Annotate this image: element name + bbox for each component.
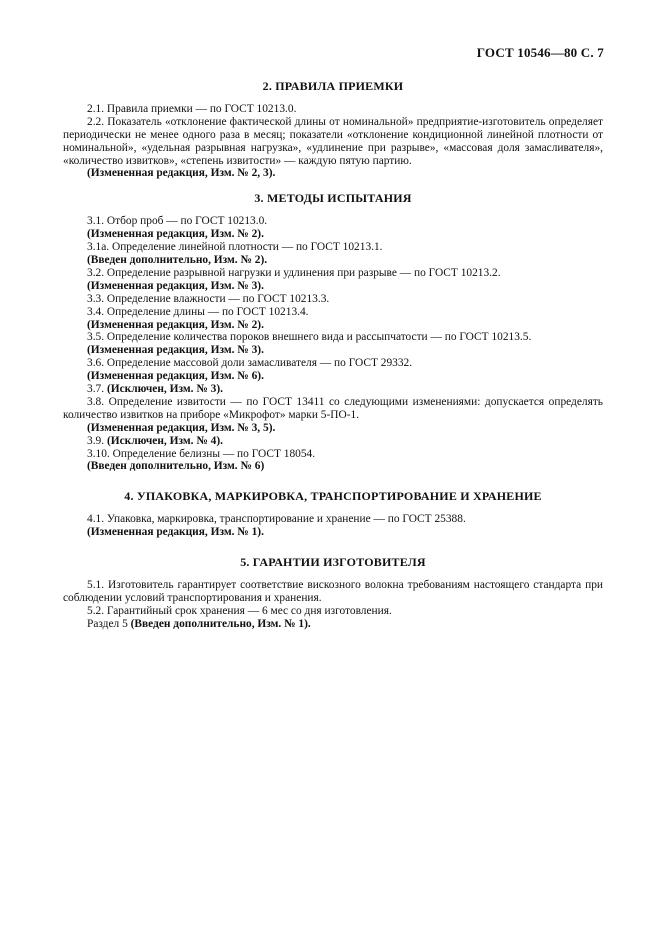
paragraph-2-1: 2.1. Правила приемки — по ГОСТ 10213.0. bbox=[87, 102, 297, 115]
section-2-title: 2. ПРАВИЛА ПРИЕМКИ bbox=[262, 79, 404, 93]
section-5-title: 5. ГАРАНТИИ ИЗГОТОВИТЕЛЯ bbox=[240, 555, 426, 570]
paragraph-3-6: 3.6. Определение массовой доли замасливателя — по ГОСТ 29332. bbox=[87, 357, 413, 370]
section-5-prefix: Раздел 5 bbox=[87, 617, 128, 630]
paragraph-3-2: 3.2. Определение разрывной нагрузки и удлинения при разрыве — по ГОСТ 10213.2. bbox=[87, 266, 501, 279]
amendment-note-3-6: (Измененная редакция, Изм. № 6). bbox=[87, 370, 264, 383]
paragraph-3-9 bbox=[63, 435, 603, 448]
amendment-note-section-5: (Введен дополнительно, Изм. № 1). bbox=[130, 617, 311, 630]
amendment-note-3-10: (Введен дополнительно, Изм. № 6) bbox=[87, 460, 265, 473]
paragraph-3-4: 3.4. Определение длины — по ГОСТ 10213.4. bbox=[87, 305, 309, 318]
amendment-note-3-9: (Исключен, Изм. № 4). bbox=[106, 434, 223, 447]
section-4-title: 4. УПАКОВКА, МАРКИРОВКА, ТРАНСПОРТИРОВАНИЕ И ХРАНЕНИЕ bbox=[124, 489, 542, 504]
paragraph-3-1: 3.1. Отбор проб — по ГОСТ 10213.0. bbox=[87, 215, 268, 228]
paragraph-3-8: 3.8. Определение извитости — по ГОСТ 13411 со следующими изменениями: допускается определять количество извитков на приборе «Микрофот» марки 5-ПО-1. bbox=[63, 395, 603, 421]
paragraph-5-1: 5.1. Изготовитель гарантирует соответствие вискозного волокна требованиям настоящего стандарта при соблюдении условий транспортирования и хранения. bbox=[63, 579, 603, 604]
paragraph-3-7-number: 3.7. bbox=[87, 383, 105, 396]
amendment-note-4-1: (Измененная редакция, Изм. № 1). bbox=[87, 526, 264, 539]
amendment-note-3-1: (Измененная редакция, Изм. № 2). bbox=[87, 228, 264, 241]
paragraph-2-2: 2.2. Показатель «отклонение фактической длины от номинальной» предприятие-изготовитель определяет периодически не менее одного раза в месяц; показатели «отклонение кондиционной линейной плотности от номинальной», «удельная разрывная нагрузка», «удлинение при разрыве», «массовая доля замасливателя», «количество извитков», «степень извитости» — каждую пятую партию. bbox=[63, 115, 603, 167]
amendment-note-2-2: (Измененная редакция, Изм. № 2, 3). bbox=[87, 167, 276, 180]
amendment-note-3-4: (Измененная редакция, Изм. № 2). bbox=[87, 318, 264, 331]
page-content bbox=[63, 80, 603, 631]
amendment-note-3-2: (Измененная редакция, Изм. № 3). bbox=[87, 279, 264, 292]
paragraph-5-2: 5.2. Гарантийный срок хранения — 6 мес со дня изготовления. bbox=[87, 604, 392, 617]
amendment-note-3-7: (Исключен, Изм. № 3). bbox=[106, 383, 223, 396]
paragraph-3-1a: 3.1а. Определение линейной плотности — по ГОСТ 10213.1. bbox=[87, 241, 383, 254]
running-header: ГОСТ 10546—80 С. 7 bbox=[476, 45, 604, 60]
section-5-amendment bbox=[63, 618, 603, 631]
amendment-note-3-1a: (Введен дополнительно, Изм. № 2). bbox=[87, 253, 268, 266]
paragraph-3-7 bbox=[63, 383, 603, 396]
paragraph-3-9-number: 3.9. bbox=[87, 434, 105, 447]
amendment-note-3-5: (Измененная редакция, Изм. № 3). bbox=[87, 344, 264, 357]
paragraph-3-5: 3.5. Определение количества пороков внешнего вида и рассыпчатости — по ГОСТ 10213.5. bbox=[87, 331, 532, 344]
paragraph-4-1: 4.1. Упаковка, маркировка, транспортирование и хранение — по ГОСТ 25388. bbox=[87, 513, 466, 526]
section-3-title: 3. МЕТОДЫ ИСПЫТАНИЯ bbox=[254, 191, 412, 206]
paragraph-3-3: 3.3. Определение влажности — по ГОСТ 10213.3. bbox=[87, 292, 330, 305]
amendment-note-3-8: (Измененная редакция, Изм. № 3, 5). bbox=[87, 421, 276, 434]
paragraph-3-10: 3.10. Определение белизны — по ГОСТ 18054. bbox=[87, 447, 316, 460]
